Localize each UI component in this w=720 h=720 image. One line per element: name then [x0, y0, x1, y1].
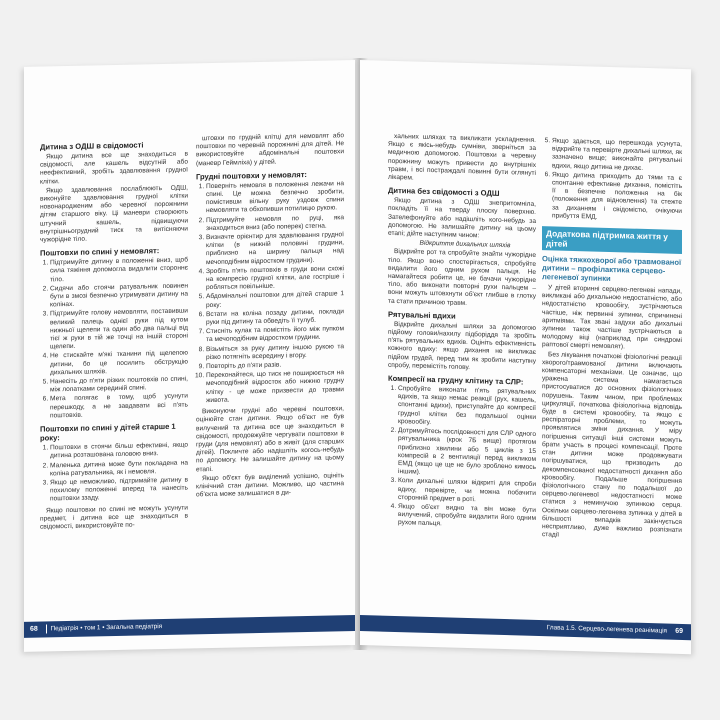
list-compressions	[388, 385, 536, 532]
heading-back-blows-child: Поштовхи по спині у дітей старше 1 року:	[40, 421, 176, 443]
page-number-right: 69	[675, 627, 683, 636]
list-chest-thrusts	[196, 180, 344, 405]
heading-back-blows-infant: Поштовхи по спині у немовлят:	[40, 246, 160, 258]
paragraph: У дітей вторинні серцево-легеневі напади, викликані або дихальною недостатністю, або недостатністю кровообігу, зустрічаються частіше, ніж первинні зупинки, спричинені аритміями. Так звані задухи або дихальні зупинки також частіше зустрічаються в молодому віці (наприклад при синдромі раптової смерті немовлят).	[542, 284, 682, 351]
list-item: 6. Встати на коліна позаду дитини, поклади руки під дитину та обведіть її тулуб.	[206, 308, 344, 327]
section-subheading: Оцінка тяжкохворої або травмованої дитини – профілактика серцево-легеневої зупинки	[542, 254, 682, 284]
list-back-blows-child	[40, 442, 188, 505]
section-banner: Додаткова підтримка життя у дітей	[542, 226, 682, 254]
heading-conscious: Дитина з ОДШ в свідомості	[40, 140, 144, 152]
left-page	[24, 60, 355, 652]
list-item: 2. Маленька дитина може бути покладена на коліна ратувальника, як і немовля.	[50, 459, 188, 478]
list-item: 1. Підтримуйте дитину в положенні вниз, щоб сила тяжіння допомогла видалити стороннє тіло.	[50, 257, 188, 285]
list-item: 9. Повторіть до п'яти разів.	[206, 360, 344, 371]
heading-rescue-breaths: Рятувальні вдихи	[388, 309, 456, 321]
list-item: 5. Нанесіть до п'яти різких поштовхів по спині, між лопатками серединій спині.	[50, 376, 188, 395]
list-item: 4. Не стискайте м'які тканини під щелепою дитини, бо це посилить обструкцію дихальних шляхів.	[50, 350, 188, 378]
list-item: 7. Стисніть кулак та помістіть його між пупком та мечоподібним відростком грудини.	[206, 325, 344, 344]
list-item: 2. Сидячи або стоячи ратувальник повинен бути в змозі безпечно утримувати дитину на колінах.	[50, 282, 188, 310]
list-item: 2. Дотримуйтесь послідовності для СЛР одного рятувальника (крок 7Б вище) протягом приблизно хвилини або 5 циклів з 15 компресій в 2 вентиляції перед викликом ЕМД (якщо це ще не було зроблено кимось іншим).	[398, 427, 536, 480]
paragraph: Виконуючи грудні або черевні поштовхи, оцінюйте стан дитини. Якщо об'єкт не був вилучений та дитина все ще знаходиться в свідомості, продовжуйте чергувати поштовхи в груди (для немовлят) або в живіт (для старших дітей). Покличте або надішліть когось-небудь по допомогу. Не залишайте дитину на цьому етапі.	[196, 405, 344, 473]
paragraph: Якщо дитина з ОДШ знепритомніла, покладіть її на тверду плоску поверхню. Зателефонуйте або надішліть кого-небудь за допомогою. Не залишайте дитину на цьому етапі; дійте наступним чином:	[388, 197, 536, 240]
list-item: 3. Якщо це неможливо, підтримайте дитину в похилому положенні вперед та нанесіть поштовхи ззаду.	[50, 476, 188, 504]
list-item: 3. Підтримуйте голову немовляти, поставивши великий палець однієї руки під кутом нижньої щелепи та один або два пальці від тієї ж руки в тій же точці на іншій стороні щелепи.	[50, 308, 188, 352]
heading-unconscious: Дитина без свідомості з ОДШ	[388, 186, 500, 199]
right-page-footer	[360, 615, 691, 640]
list-item: 10. Переконайтеся, що тиск не поширюється на мечоподібний відросток або нижню грудну клітку - це може призвести до травми живота.	[206, 370, 344, 406]
book-title: Педіатрія • том 1 • Загальна педіатрія	[50, 623, 163, 633]
paragraph: Якщо поштовхи по спині не можуть усунути предмет, і дитина все ще знаходиться в свідомості, використовуйте по-	[40, 504, 188, 531]
list-item: 1. Поштовхи в стоячи більш ефективні, якщо дитина розташована головою вниз.	[50, 442, 188, 461]
left-column-1	[40, 135, 188, 532]
list-item: 4. Якщо об'єкт видно та він може бути вилучений, спробуйте видалити його одним рухом пальця.	[398, 503, 536, 531]
list-item: 2. Підтримуйте немовля по руці, яка знаходиться вниз (або поперек) стегна.	[206, 214, 344, 233]
paragraph: хальних шляхах та викликати ускладнення. Якщо є якісь-небудь сумніви, зверніться за медичною допомогою. Поштовхи в черевну порожнину можуть привести до внутрішніх травм, і всі постраждалі повинні бути оглянуті лікарем.	[388, 132, 536, 182]
page-number-left: 68	[30, 625, 38, 633]
left-column-2	[196, 132, 344, 500]
list-item: 3. Визначте орієнтир для здавлювання грудної клітки (в нижній половині грудини, приблизно на ширину пальця над мечоподібним відростком грудини).	[206, 231, 344, 267]
footer-separator	[46, 624, 47, 633]
paragraph: штовхи по грудній клітці для немовлят або поштовхи по черевній порожнині для дітей. Не використовуйте абдомінальні поштовхи (маневр Геймліха) у дітей.	[196, 132, 344, 167]
paragraph: Відкрийте дихальні шляхи за допомогою підйому голови/нахилу підборіддя та зробіть п'ять рятувальних вдихів. Оцініть ефективність кожного вдиху: якщо дихання не викликає підйом грудей, перед тим як зробити наступну спробу, перемістіть голову.	[388, 320, 536, 371]
list-item: 1. Спробуйте виконати п'ять рятувальних вдихів, та якщо немає реакції (рух, кашель, спонтанні вдихи), приступайте до компресії грудної клітки без подальшої оцінки кровообігу.	[398, 385, 536, 430]
list-item: 6. Якщо дитина приходить до тями та є спонтанне ефективне дихання, помістіть її в безпечне положення на бік (положення для відновлення) та стежте за диханням і свідомістю, очікуючи прибуття ЕМД.	[552, 171, 682, 224]
list-item: 3. Коли дихальні шляхи відкриті для спроби вдиху, перевірте, чи можна побачити сторонній предмет в роті.	[398, 477, 536, 505]
right-page	[360, 60, 691, 654]
list-item: 8. Візьміться за руку дитину іншою рукою та різко потягніть всередину і вгору.	[206, 343, 344, 362]
list-item: 6. Мета полягає в тому, щоб усунути перешкоду, а не завдавати всі п'ять поштовхів.	[50, 393, 188, 421]
right-column-2	[542, 137, 682, 544]
paragraph: Без лікування початкові фізіологічні реакції хворого/травмованої дитини включають компенсаторні механізми. Це означає, що уражена система намагається пристосуватися до основних фізіологічних порушень. Таким чином, при проблемах циркуляції, початкова фізіологічна відповідь буде в системі кровообігу, та якщо є респіраторні проблеми, то можуть проявлятися зміни дихання. У міру погіршення ситуації інші системи можуть брати участь в процесі компенсації. Проте стан дитини може продовжувати погіршуватися, що призводить до декомпенсованої недостатності дихання або кровообігу. Подальше погіршення фізіологічного стану по подальшої до серцево-легеневої недостатності може статися з неминучою зупинкою серця. Оскільки серцево-легенева зупинка у дітей в більшості випадків закінчується несприятливо, дуже важливо розпізнати стадії	[542, 350, 682, 539]
paragraph: Якщо здавлювання послаблюють ОДШ, виконуйте здавлювання грудної клітки новонародженим або черевної порожнини дітям старшого віку. Ці маневри створюють штучний кашель, підвищуючи внутрішньогрудний тиск та витісняючи чужорідне тіло.	[40, 184, 188, 244]
left-page-footer	[24, 615, 355, 638]
paragraph: Якщо дитина все ще знаходиться в свідомості, але кашель відсутній або неефективний, зробіть здавлювання грудної клітки.	[40, 150, 188, 186]
list-compressions-continued	[542, 137, 682, 224]
right-column-1	[388, 133, 536, 535]
heading-chest-thrusts-infant: Грудні поштовхи у немовлят:	[196, 169, 307, 182]
list-item: 1. Поверніть немовля в положення лежачи на спині. Це можна безпечно зробити, помістивши вільну руку уздовж спини немовляти та обхопивши потилицю рукою.	[206, 180, 344, 216]
list-item: 4. Зробіть п'ять поштовхів в груди вони схожі на компресію грудної клітки, але гостріше і робляться повільніше.	[206, 265, 344, 293]
paragraph: Відкрийте рот та спробуйте знайти чужорідне тіло. Якщо воно спостерігається, спробуйте видалити його одним рухом пальця. Не намагайтеся робити це, не бачачи чужорідне тіло, або виконати повторні рухи пальцем – вони можуть штовхнути об'єкт глибше в глотку та стати причиною травм.	[388, 248, 536, 307]
chapter-title: Глава 1.5. Серцево-легенева реанімація	[546, 624, 667, 635]
heading-compressions: Компресії на грудну клітину та СЛР:	[388, 373, 524, 387]
list-item: 5. Абдомінальні поштовхи для дітей старше 1 року:	[206, 291, 344, 310]
list-back-blows-infant	[40, 257, 188, 421]
italic-subheading: Відкриття дихальних шляхів	[419, 239, 511, 250]
list-item: 5. Якщо здається, що перешкода усунута, відкрийте та перевірте дихальні шляхи, як зазначено вище; виконайте рятувальні вдихи, якщо дитина не дихає.	[552, 137, 682, 173]
paragraph: Якщо об'єкт був виділений успішно, оцініть клінічний стан дитини. Можливо, що частина об'єкта може залишатися в ди-	[196, 471, 344, 499]
